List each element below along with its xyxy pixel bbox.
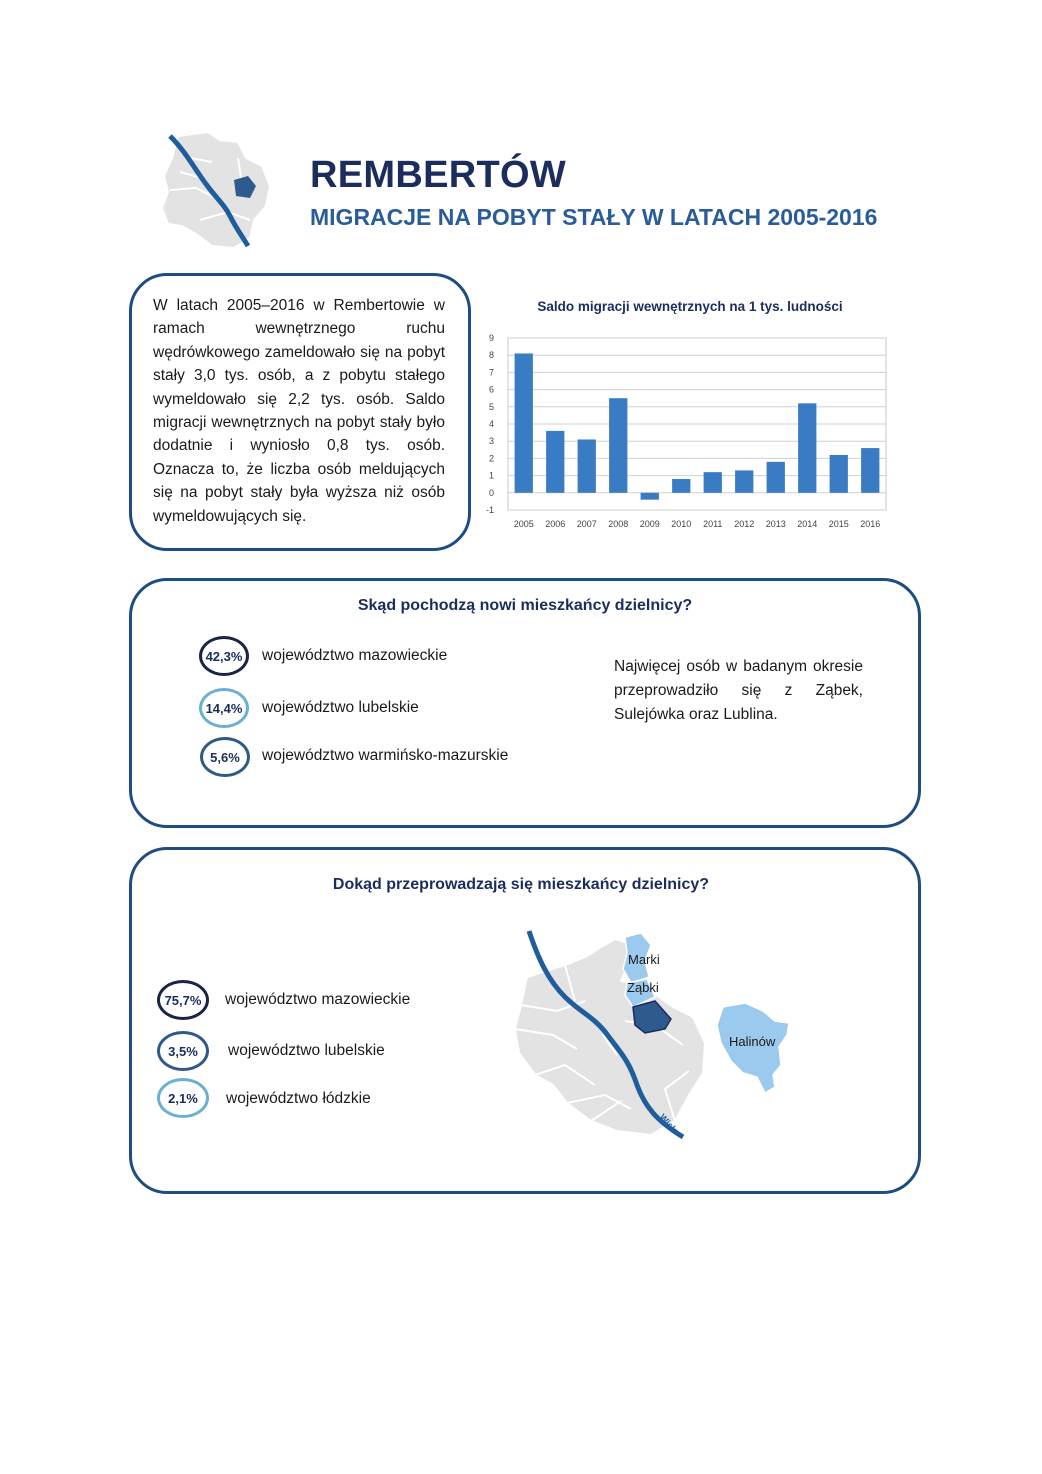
- origin-label: województwo mazowieckie: [262, 647, 448, 664]
- chart-y-tick-label: 0: [488, 487, 494, 498]
- chart-y-tick-label: 7: [488, 367, 494, 378]
- destination-pct-badge: 75,7%: [157, 980, 209, 1020]
- chart-y-tick-label: 5: [488, 401, 494, 412]
- chart-bar: [672, 479, 690, 493]
- chart-x-tick-label: 2009: [639, 519, 660, 529]
- chart-x-tick-label: 2015: [828, 519, 849, 529]
- origin-heading: Skąd pochodzą nowi mieszkańcy dzielnicy?: [357, 597, 693, 614]
- chart-x-tick-label: 2012: [734, 519, 755, 529]
- chart-y-tick-label: 6: [488, 384, 494, 395]
- chart-bar: [546, 431, 564, 493]
- marki-label: Marki: [628, 952, 660, 967]
- destination-heading: Dokąd przeprowadzają się mieszkańcy dzielnicy?: [332, 876, 710, 893]
- destination-pct-badge: 2,1%: [157, 1078, 209, 1118]
- destination-label: województwo lubelskie: [228, 1042, 385, 1059]
- halinow-label: Halinów: [729, 1034, 776, 1049]
- header-warsaw-map: [150, 128, 280, 253]
- river-label: Wisła: [657, 1112, 681, 1137]
- origin-pct-badge: 42,3%: [199, 636, 249, 676]
- migration-bar-chart: [478, 328, 898, 534]
- chart-y-tick-label: 3: [488, 436, 494, 447]
- origin-label: województwo lubelskie: [262, 699, 419, 716]
- chart-bar: [830, 455, 848, 493]
- origin-label: województwo warmińsko-mazurskie: [262, 747, 509, 764]
- origin-pct-badge: 14,4%: [199, 688, 249, 728]
- chart-x-tick-label: 2013: [765, 519, 786, 529]
- destination-label: województwo mazowieckie: [225, 991, 411, 1008]
- chart-x-tick-label: 2016: [860, 519, 881, 529]
- chart-x-tick-label: 2014: [797, 519, 818, 529]
- chart-bar: [578, 439, 596, 492]
- chart-y-tick-label: 4: [488, 419, 494, 429]
- chart-y-tick-label: 2: [488, 453, 494, 464]
- origin-pct-badge: 5,6%: [200, 737, 250, 777]
- destination-label: województwo łódzkie: [226, 1090, 371, 1107]
- chart-x-tick-label: 2011: [703, 519, 723, 529]
- chart-bar: [735, 470, 753, 492]
- chart-y-tick-label: 8: [488, 350, 494, 361]
- chart-bar: [861, 448, 879, 493]
- page-title: REMBERTÓW: [310, 154, 567, 196]
- destination-pct-badge: 3,5%: [157, 1031, 209, 1071]
- zabki-label: Ząbki: [627, 980, 659, 995]
- chart-x-tick-label: 2005: [513, 519, 534, 529]
- chart-bar: [515, 353, 533, 492]
- chart-title: Saldo migracji wewnętrznych na 1 tys. ludności: [537, 299, 843, 314]
- origin-note: Najwięcej osób w badanym okresie przeprowadziło się z Ząbek, Sulejówka oraz Lublina.: [614, 658, 863, 723]
- intro-text: W latach 2005–2016 w Rembertowie w ramach wewnętrznego ruchu wędrówkowego zameldowało się na pobyt stały 3,0 tys. osób, a z pobytu stałego wymeldowało się 2,2 tys. osób. Saldo migracji wewnętrznych na pobyt stały było dodatnie i wyniosło 0,8 tys. osób. Oznacza to, że liczba osób meldujących się na pobyt stały była wyższa niż osób wymeldowujących się.: [153, 297, 445, 525]
- chart-bar: [641, 493, 659, 500]
- chart-bar: [704, 472, 722, 493]
- chart-y-tick-label: 9: [488, 333, 494, 343]
- chart-x-tick-label: 2006: [545, 519, 566, 529]
- chart-x-tick-label: 2010: [671, 519, 692, 529]
- chart-y-tick-label: 1: [488, 470, 494, 481]
- chart-x-tick-label: 2007: [576, 519, 597, 529]
- chart-bar: [767, 462, 785, 493]
- chart-bar: [609, 398, 627, 493]
- chart-bar: [798, 403, 816, 492]
- chart-x-tick-label: 2008: [608, 519, 629, 529]
- chart-y-tick-label: -1: [485, 505, 494, 515]
- page-subtitle: MIGRACJE NA POBYT STAŁY W LATACH 2005-2016: [310, 204, 878, 230]
